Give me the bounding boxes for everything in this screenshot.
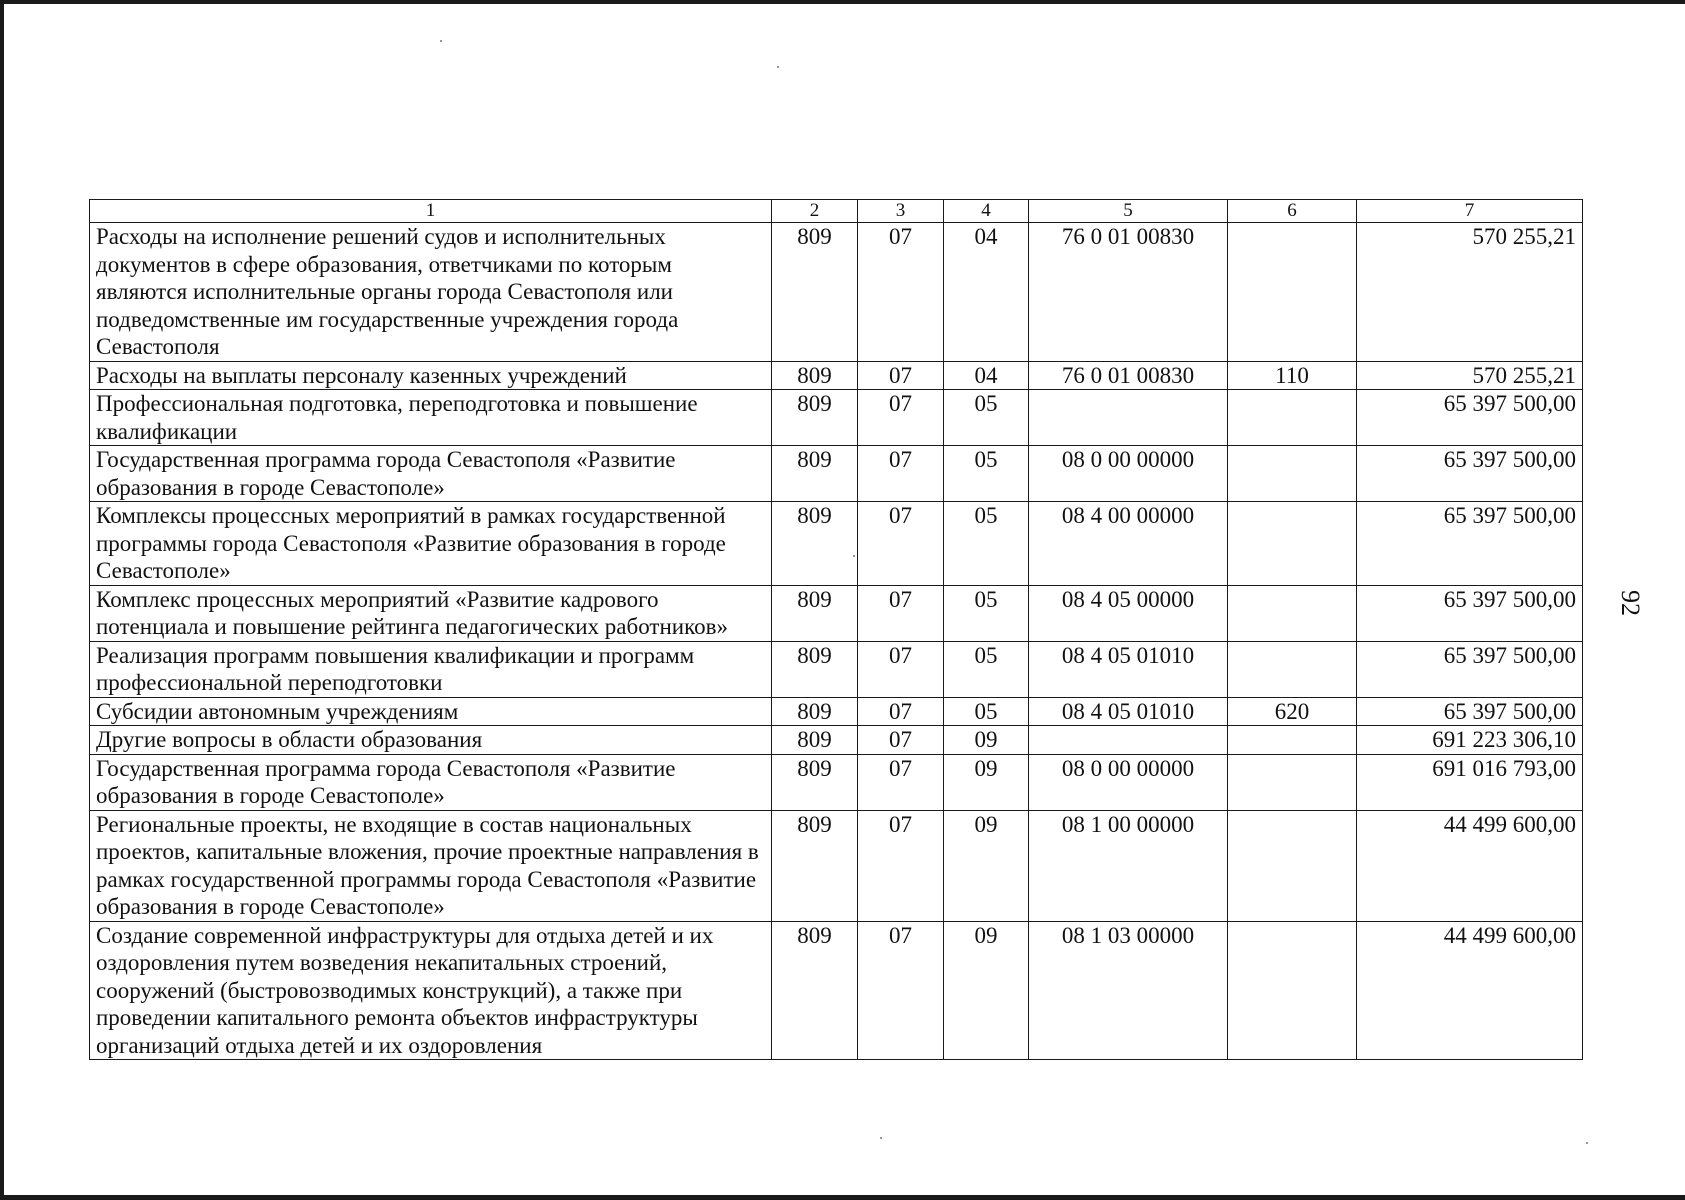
grbs-code: 809 xyxy=(772,502,858,586)
expense-type-code xyxy=(1228,754,1357,810)
scan-speck xyxy=(777,66,779,68)
column-header: 3 xyxy=(858,200,944,223)
subsection-code: 05 xyxy=(944,390,1029,446)
grbs-code: 809 xyxy=(772,697,858,726)
table-row xyxy=(90,726,1583,755)
column-header: 4 xyxy=(944,200,1029,223)
target-article-code: 76 0 01 00830 xyxy=(1029,223,1228,362)
amount: 65 397 500,00 xyxy=(1357,585,1583,641)
subsection-code: 05 xyxy=(944,502,1029,586)
subsection-code: 05 xyxy=(944,641,1029,697)
expense-type-code xyxy=(1228,641,1357,697)
section-code: 07 xyxy=(858,726,944,755)
table-row xyxy=(90,585,1583,641)
scan-speck xyxy=(440,40,442,42)
expense-type-code: 620 xyxy=(1228,697,1357,726)
target-article-code: 08 4 05 00000 xyxy=(1029,585,1228,641)
section-code: 07 xyxy=(858,223,944,362)
amount: 691 223 306,10 xyxy=(1357,726,1583,755)
table-row xyxy=(90,697,1583,726)
scan-speck xyxy=(880,1137,882,1139)
section-code: 07 xyxy=(858,921,944,1060)
target-article-code: 08 4 05 01010 xyxy=(1029,641,1228,697)
row-description: Государственная программа города Севастополя «Развитие образования в городе Севастополе» xyxy=(90,446,772,502)
page-number: 92 xyxy=(1616,590,1645,616)
row-description: Профессиональная подготовка, переподготовка и повышение квалификации xyxy=(90,390,772,446)
target-article-code: 76 0 01 00830 xyxy=(1029,361,1228,390)
grbs-code: 809 xyxy=(772,921,858,1060)
table-row xyxy=(90,810,1583,921)
amount: 44 499 600,00 xyxy=(1357,810,1583,921)
column-header: 7 xyxy=(1357,200,1583,223)
target-article-code xyxy=(1029,390,1228,446)
grbs-code: 809 xyxy=(772,726,858,755)
table-row xyxy=(90,361,1583,390)
section-code: 07 xyxy=(858,390,944,446)
target-article-code: 08 0 00 00000 xyxy=(1029,446,1228,502)
subsection-code: 09 xyxy=(944,921,1029,1060)
amount: 570 255,21 xyxy=(1357,223,1583,362)
row-description: Комплекс процессных мероприятий «Развитие кадрового потенциала и повышение рейтинга педагогических работников» xyxy=(90,585,772,641)
amount: 65 397 500,00 xyxy=(1357,697,1583,726)
row-description: Расходы на выплаты персоналу казенных учреждений xyxy=(90,361,772,390)
expense-type-code xyxy=(1228,390,1357,446)
grbs-code: 809 xyxy=(772,361,858,390)
subsection-code: 05 xyxy=(944,585,1029,641)
table-row xyxy=(90,641,1583,697)
amount: 65 397 500,00 xyxy=(1357,446,1583,502)
row-description: Создание современной инфраструктуры для отдыха детей и их оздоровления путем возведения некапитальных строений, сооружений (быстровозводимых конструкций), а также при проведении капитального ремонта объектов инфраструктуры организаций отдыха детей и их оздоровления xyxy=(90,921,772,1060)
budget-table xyxy=(89,199,1583,1060)
grbs-code: 809 xyxy=(772,446,858,502)
grbs-code: 809 xyxy=(772,754,858,810)
row-description: Комплексы процессных мероприятий в рамках государственной программы города Севастополя «Развитие образования в городе Севастополе» xyxy=(90,502,772,586)
section-code: 07 xyxy=(858,361,944,390)
expense-type-code xyxy=(1228,446,1357,502)
grbs-code: 809 xyxy=(772,641,858,697)
section-code: 07 xyxy=(858,641,944,697)
subsection-code: 09 xyxy=(944,810,1029,921)
table-row xyxy=(90,754,1583,810)
row-description: Другие вопросы в области образования xyxy=(90,726,772,755)
amount: 691 016 793,00 xyxy=(1357,754,1583,810)
scan-border-left xyxy=(0,0,4,1200)
scan-border-top xyxy=(0,0,1685,4)
header-row xyxy=(90,200,1583,223)
scan-border-bottom xyxy=(0,1195,1685,1200)
grbs-code: 809 xyxy=(772,585,858,641)
subsection-code: 09 xyxy=(944,754,1029,810)
grbs-code: 809 xyxy=(772,810,858,921)
row-description: Государственная программа города Севастополя «Развитие образования в городе Севастополе» xyxy=(90,754,772,810)
expense-type-code: 110 xyxy=(1228,361,1357,390)
expense-type-code xyxy=(1228,726,1357,755)
subsection-code: 09 xyxy=(944,726,1029,755)
target-article-code xyxy=(1029,726,1228,755)
amount: 65 397 500,00 xyxy=(1357,502,1583,586)
target-article-code: 08 1 03 00000 xyxy=(1029,921,1228,1060)
expense-type-code xyxy=(1228,585,1357,641)
scan-speck xyxy=(1586,1142,1588,1144)
subsection-code: 04 xyxy=(944,223,1029,362)
amount: 65 397 500,00 xyxy=(1357,641,1583,697)
section-code: 07 xyxy=(858,810,944,921)
row-description: Расходы на исполнение решений судов и исполнительных документов в сфере образования, ответчиками по которым являются исполнительные органы города Севастополя или подведомственные им государственные учреждения города Севастополя xyxy=(90,223,772,362)
amount: 570 255,21 xyxy=(1357,361,1583,390)
expense-type-code xyxy=(1228,223,1357,362)
table-row xyxy=(90,390,1583,446)
column-header: 1 xyxy=(90,200,772,223)
section-code: 07 xyxy=(858,446,944,502)
amount: 65 397 500,00 xyxy=(1357,390,1583,446)
subsection-code: 05 xyxy=(944,697,1029,726)
row-description: Реализация программ повышения квалификации и программ профессиональной переподготовки xyxy=(90,641,772,697)
table-row xyxy=(90,921,1583,1060)
target-article-code: 08 1 00 00000 xyxy=(1029,810,1228,921)
table-row xyxy=(90,502,1583,586)
expense-type-code xyxy=(1228,502,1357,586)
section-code: 07 xyxy=(858,697,944,726)
table-body xyxy=(90,223,1583,1060)
grbs-code: 809 xyxy=(772,390,858,446)
subsection-code: 05 xyxy=(944,446,1029,502)
section-code: 07 xyxy=(858,754,944,810)
row-description: Субсидии автономным учреждениям xyxy=(90,697,772,726)
target-article-code: 08 4 05 01010 xyxy=(1029,697,1228,726)
column-header: 5 xyxy=(1029,200,1228,223)
amount: 44 499 600,00 xyxy=(1357,921,1583,1060)
expense-type-code xyxy=(1228,921,1357,1060)
grbs-code: 809 xyxy=(772,223,858,362)
target-article-code: 08 0 00 00000 xyxy=(1029,754,1228,810)
column-header: 6 xyxy=(1228,200,1357,223)
section-code: 07 xyxy=(858,585,944,641)
section-code: 07 xyxy=(858,502,944,586)
table-row xyxy=(90,223,1583,362)
subsection-code: 04 xyxy=(944,361,1029,390)
target-article-code: 08 4 00 00000 xyxy=(1029,502,1228,586)
table-row xyxy=(90,446,1583,502)
column-header: 2 xyxy=(772,200,858,223)
expense-type-code xyxy=(1228,810,1357,921)
row-description: Региональные проекты, не входящие в состав национальных проектов, капитальные вложения, прочие проектные направления в рамках государственной программы города Севастополя «Развитие образования в городе Севастополе» xyxy=(90,810,772,921)
